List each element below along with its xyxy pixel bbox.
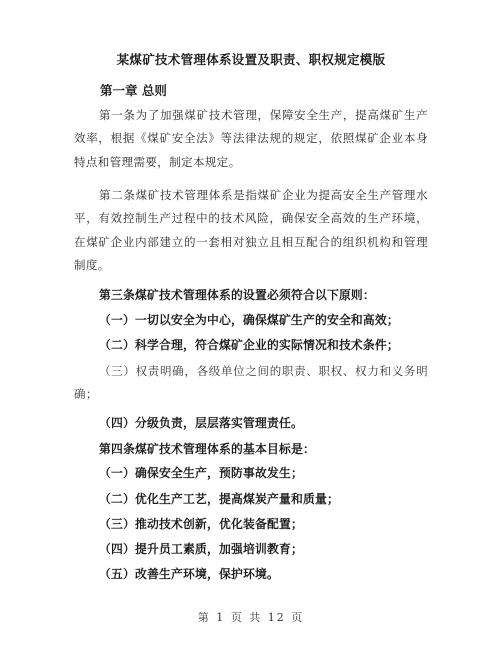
article-4-item: （五）改善生产环境，保护环境。 xyxy=(99,567,279,581)
article-3-item: （二）科学合理，符合煤矿企业的实际情况和技术条件； xyxy=(99,338,399,352)
article-4-item: （三）推动技术创新，优化装备配置； xyxy=(99,517,303,531)
page-number-footer: 第 1 页 共 12 页 xyxy=(197,611,305,624)
article-4-heading: 第四条煤矿技术管理体系的基本目标是： xyxy=(99,442,315,456)
article-2-paragraph: 第二条煤矿技术管理体系是指煤矿企业为提高安全生产管理水平，有效控制生产过程中的技术风险，确保安全高效的生产环境，在煤矿企业内部建立的一套相对独立且相互配合的组织机构和管理制度。 xyxy=(74,188,428,272)
article-4-item: （二）优化生产工艺，提高煤炭产量和质量； xyxy=(99,492,339,506)
chapter-heading: 第一章 总则 xyxy=(100,83,167,98)
article-4-item: （一）确保安全生产，预防事故发生； xyxy=(99,466,303,480)
article-3-item: （四）分级负责，层层落实管理责任。 xyxy=(99,416,303,430)
article-3-heading: 第三条煤矿技术管理体系的设置必须符合以下原则： xyxy=(99,288,375,302)
article-3-item: （一）一切以安全为中心，确保煤矿生产的安全和高效； xyxy=(99,313,399,327)
article-4-item: （四）提升员工素质，加强培训教育； xyxy=(99,542,303,556)
article-3-item: （三）权责明确，各级单位之间的职责、职权、权力和义务明确； xyxy=(74,364,428,402)
document-title: 某煤矿技术管理体系设置及职责、职权规定模版 xyxy=(116,52,386,67)
article-1-paragraph: 第一条为了加强煤矿技术管理，保障安全生产，提高煤矿生产效率，根据《煤矿安全法》等法律法规的规定，依照煤矿企业本身特点和管理需要，制定本规定。 xyxy=(74,108,428,169)
